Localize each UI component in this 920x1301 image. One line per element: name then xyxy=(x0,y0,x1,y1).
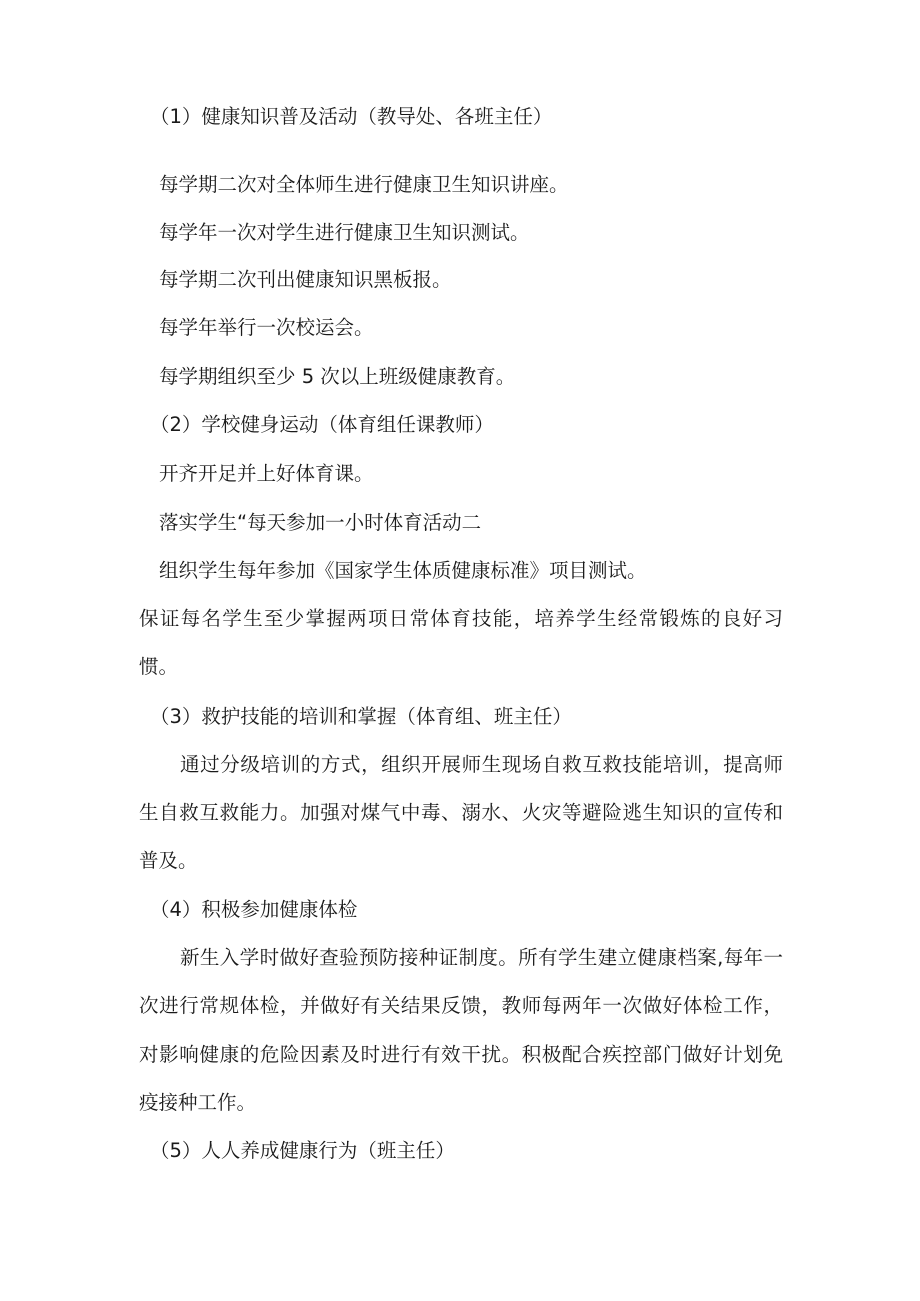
paragraph-line: 保证每名学生至少掌握两项日常体育技能，培养学生经常锻炼的良好习 xyxy=(139,607,783,630)
paragraph-line: 对影响健康的危险因素及时进行有效干扰。积极配合疾控部门做好计划免 xyxy=(139,1043,783,1066)
list-item: 每学期二次对全体师生进行健康卫生知识讲座。 xyxy=(159,173,569,196)
section-heading: （5）人人养成健康行为（班主任） xyxy=(150,1139,455,1162)
list-item: 每学期二次刊出健康知识黑板报。 xyxy=(159,268,452,291)
paragraph-line: 通过分级培训的方式，组织开展师生现场自救互救技能培训，提高师 xyxy=(180,753,783,776)
list-item: 开齐开足并上好体育课。 xyxy=(159,462,374,485)
paragraph-line: 新生入学时做好查验预防接种证制度。所有学生建立健康档案,每年一 xyxy=(180,946,783,969)
paragraph-line: 普及。 xyxy=(139,849,198,872)
paragraph-line: 生自救互救能力。加强对煤气中毒、溺水、火灾等避险逃生知识的宣传和 xyxy=(139,801,783,824)
list-item: 每学年一次对学生进行健康卫生知识测试。 xyxy=(159,221,530,244)
section-heading: （4）积极参加健康体检 xyxy=(150,898,358,921)
list-item: 组织学生每年参加《国家学生体质健康标准》项目测试。 xyxy=(159,559,647,582)
list-item: 每学年举行一次校运会。 xyxy=(159,316,374,339)
paragraph-line: 疫接种工作。 xyxy=(139,1091,257,1114)
paragraph-line: 惯。 xyxy=(139,655,179,678)
section-heading: （3）救护技能的培训和掌握（体育组、班主任） xyxy=(150,705,572,728)
list-item: 每学期组织至少 5 次以上班级健康教育。 xyxy=(159,365,516,388)
section-heading: （1）健康知识普及活动（教导处、各班主任） xyxy=(150,105,553,128)
paragraph-line: 次进行常规体检，并做好有关结果反馈，教师每两年一次做好体检工作， xyxy=(139,994,783,1017)
list-item: 落实学生“每天参加一小时体育活动二 xyxy=(159,511,482,534)
section-heading: （2）学校健身运动（体育组任课教师） xyxy=(150,413,494,436)
